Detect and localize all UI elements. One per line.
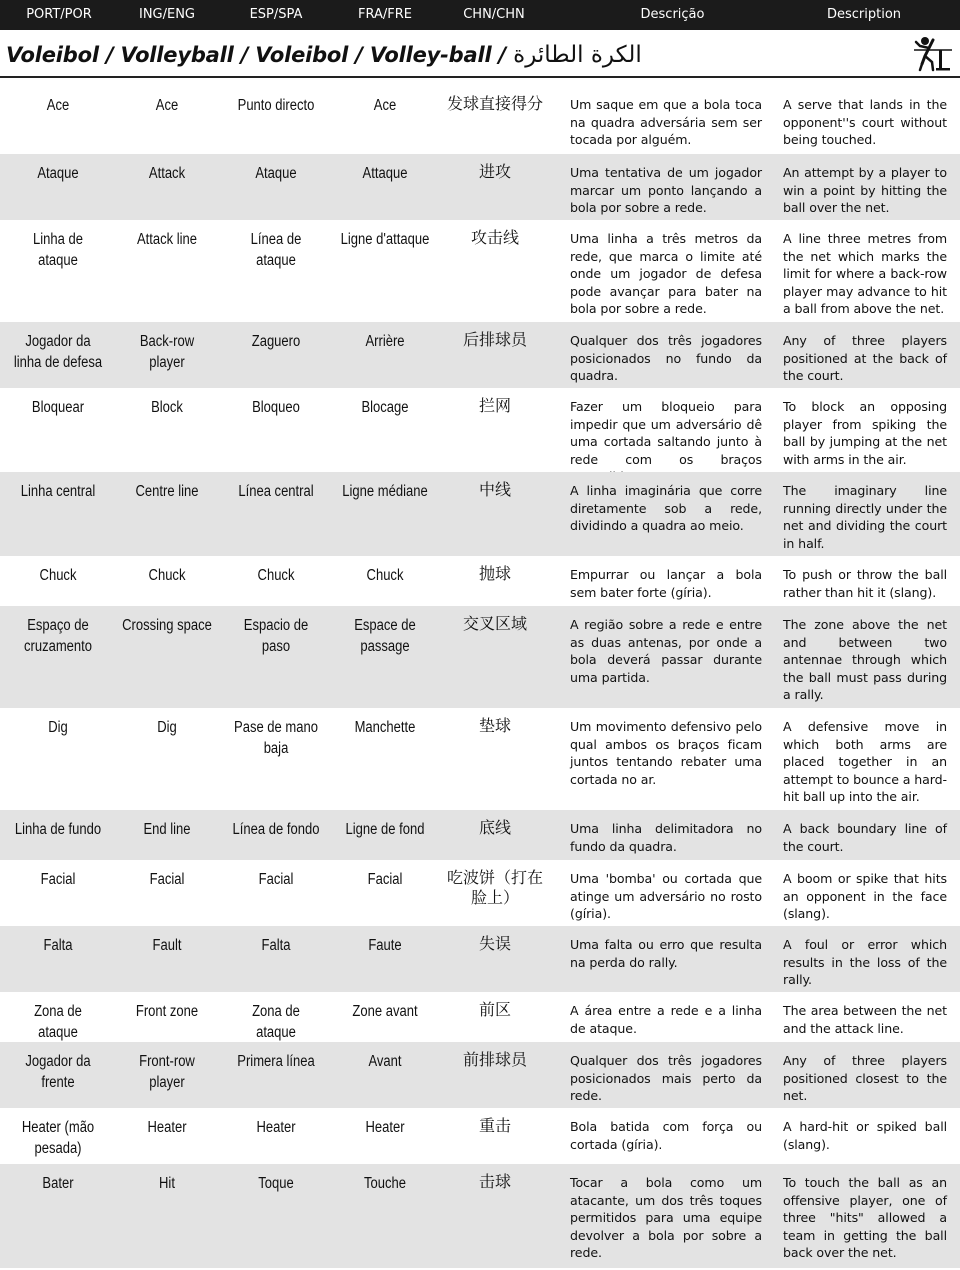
- term-chn: 底线: [478, 818, 511, 837]
- term-por: Linha de fundo: [14, 821, 102, 838]
- term-por: Ace: [46, 97, 70, 114]
- term-por: Bater: [42, 1175, 74, 1192]
- term-spa: Línea de fondo: [232, 821, 320, 838]
- term-eng: Heater: [147, 1119, 187, 1136]
- description-pt: Um saque em que a bola toca na quadra adversária sem ser tocada por alguém.: [570, 97, 762, 148]
- term-eng: Facial: [149, 871, 185, 888]
- column-header-descricao: Descrição: [640, 7, 705, 22]
- column-header-description: Description: [826, 7, 902, 22]
- term-chn: 前区: [478, 1000, 511, 1019]
- term-fra: Avant: [368, 1053, 402, 1070]
- term-por: Linha de ataque: [33, 231, 83, 269]
- table-row: [0, 154, 960, 220]
- table-row: [0, 926, 960, 992]
- term-eng: Back-row player: [139, 333, 195, 371]
- description-en: Any of three players positioned closest to the net.: [783, 1053, 947, 1104]
- table-row: [0, 810, 960, 860]
- term-chn: 中线: [478, 480, 511, 499]
- term-eng: Ace: [155, 97, 179, 114]
- table-row: [0, 322, 960, 388]
- description-pt: Uma tentativa de um jogador marcar um ponto lançando a bola por sobre a rede.: [570, 165, 762, 216]
- term-fra: Ligne d'attaque: [340, 231, 430, 248]
- column-header-eng: ING/ENG: [138, 7, 196, 22]
- description-pt: Bola batida com força ou cortada (gíria).: [570, 1119, 762, 1152]
- term-eng: End line: [143, 821, 191, 838]
- term-por: Bloquear: [31, 399, 85, 416]
- term-spa: Toque: [258, 1175, 294, 1192]
- term-spa: Falta: [261, 937, 291, 954]
- column-header-por: PORT/POR: [26, 7, 92, 22]
- term-eng: Dig: [157, 719, 177, 736]
- term-por: Falta: [43, 937, 73, 954]
- term-fra: Espace de passage: [354, 617, 416, 655]
- description-pt: Uma falta ou erro que resulta na perda do rally.: [570, 937, 762, 970]
- table-row: [0, 472, 960, 556]
- term-por: Espaço de cruzamento: [23, 617, 93, 655]
- description-pt: Tocar a bola como um atacante, um dos três toques permitidos para uma equipe devolver a bola por sobre a rede.: [570, 1175, 762, 1261]
- term-fra: Ligne médiane: [342, 483, 428, 500]
- description-en: A serve that lands in the opponent''s court without being touched.: [783, 97, 947, 148]
- term-chn: 攻击线: [470, 228, 519, 247]
- term-fra: Ace: [373, 97, 397, 114]
- term-fra: Facial: [367, 871, 403, 888]
- description-pt: Qualquer dos três jogadores posicionados mais perto da rede.: [570, 1053, 762, 1104]
- term-fra: Touche: [364, 1175, 406, 1192]
- description-en: To touch the ball as an offensive player, one of three "hits" allowed a team in getting the ball back over the net.: [783, 1175, 947, 1261]
- column-header-spa: ESP/SPA: [249, 7, 303, 22]
- section-title-text: Voleibol / Volleyball / Voleibol / Volley-ball /: [6, 43, 507, 67]
- column-header-chn: CHN/CHN: [463, 7, 525, 22]
- term-por: Chuck: [39, 567, 77, 584]
- volleyball-player-icon: [912, 36, 954, 72]
- table-row: [0, 606, 960, 708]
- term-eng: Attack line: [136, 231, 198, 248]
- term-por: Zona de ataque: [34, 1003, 82, 1041]
- term-spa: Primera línea: [237, 1053, 315, 1070]
- description-en: To push or throw the ball rather than hit it (slang).: [783, 567, 947, 600]
- section-title-arabic: الكرة الطائرة: [513, 42, 642, 68]
- term-chn: 击球: [478, 1172, 511, 1191]
- table-row: [0, 388, 960, 472]
- term-spa: Línea de ataque: [250, 231, 302, 269]
- term-eng: Crossing space: [122, 617, 212, 634]
- table-row: [0, 708, 960, 810]
- term-spa: Pase de mano baja: [234, 719, 318, 757]
- description-pt: Empurrar ou lançar a bola sem bater forte (gíria).: [570, 567, 762, 600]
- section-title: [6, 42, 642, 68]
- term-chn: 吃波饼（打在脸上）: [446, 868, 543, 907]
- description-pt: Uma linha delimitadora no fundo da quadra.: [570, 821, 762, 854]
- description-en: A hard-hit or spiked ball (slang).: [783, 1119, 947, 1152]
- term-spa: Punto directo: [237, 97, 315, 114]
- table-row: [0, 992, 960, 1042]
- description-pt: Qualquer dos três jogadores posicionados no fundo da quadra.: [570, 333, 762, 384]
- table-row: [0, 556, 960, 606]
- term-fra: Manchette: [354, 719, 416, 736]
- description-en: A defensive move in which both arms are placed together in an attempt to bounce a hard-hit ball up into the air.: [783, 719, 947, 805]
- term-spa: Heater: [256, 1119, 296, 1136]
- term-eng: Front-row player: [139, 1053, 195, 1091]
- table-row: [0, 1108, 960, 1164]
- description-pt: A linha imaginária que corre diretamente sob a rede, dividindo a quadra ao meio.: [570, 483, 762, 534]
- term-fra: Attaque: [362, 165, 408, 182]
- term-chn: 拦网: [478, 396, 511, 415]
- term-spa: Espacio de paso: [243, 617, 309, 655]
- description-en: The zone above the net and between two antennae through which the ball must pass during a rally.: [783, 617, 947, 703]
- description-pt: Uma 'bomba' ou cortada que atinge um adversário no rosto (gíria).: [570, 871, 762, 922]
- term-por: Ataque: [37, 165, 79, 182]
- table-row: [0, 1042, 960, 1108]
- description-pt: Fazer um bloqueio para impedir que um adversário dê uma cortada saltando junto à rede com os braços: [570, 399, 762, 467]
- term-chn: 发球直接得分: [446, 94, 543, 113]
- term-fra: Heater: [365, 1119, 405, 1136]
- term-eng: Front zone: [135, 1003, 199, 1020]
- table-row: [0, 1164, 960, 1268]
- term-eng: Hit: [159, 1175, 175, 1192]
- term-spa: Bloqueo: [252, 399, 300, 416]
- term-fra: Zone avant: [352, 1003, 418, 1020]
- term-chn: 重击: [478, 1116, 511, 1135]
- term-chn: 失误: [478, 934, 511, 953]
- term-fra: Chuck: [366, 567, 404, 584]
- description-en: The area between the net and the attack line.: [783, 1003, 947, 1036]
- term-por: Linha central: [20, 483, 96, 500]
- table-row: [0, 860, 960, 926]
- description-en: An attempt by a player to win a point by hitting the ball over the net.: [783, 165, 947, 216]
- term-spa: Ataque: [255, 165, 297, 182]
- section-title-row: [0, 34, 960, 78]
- term-por: Jogador da linha de defesa: [13, 333, 103, 371]
- term-spa: Zaguero: [251, 333, 301, 350]
- description-en: To block an opposing player from spiking the ball by jumping at the net with arms in the air.: [783, 399, 947, 467]
- term-chn: 抛球: [478, 564, 511, 583]
- term-spa: Facial: [258, 871, 294, 888]
- description-en: A foul or error which results in the loss of the rally.: [783, 937, 947, 988]
- description-pt: A área entre a rede e a linha de ataque.: [570, 1003, 762, 1036]
- description-pt: Uma linha a três metros da rede, que marca o limite até onde um jogador de defesa pode avançar para bater na bola por sobre a rede.: [570, 231, 762, 317]
- term-fra: Arrière: [365, 333, 405, 350]
- term-fra: Ligne de fond: [345, 821, 425, 838]
- term-eng: Centre line: [135, 483, 199, 500]
- term-eng: Attack: [148, 165, 186, 182]
- term-spa: Chuck: [257, 567, 295, 584]
- column-header-bar: [0, 0, 960, 30]
- term-por: Dig: [48, 719, 68, 736]
- table-row: [0, 86, 960, 154]
- term-eng: Chuck: [148, 567, 186, 584]
- term-chn: 垫球: [478, 716, 511, 735]
- table-row: [0, 220, 960, 322]
- term-por: Facial: [40, 871, 76, 888]
- term-chn: 前排球员: [462, 1050, 527, 1069]
- description-en: Any of three players positioned at the back of the court.: [783, 333, 947, 384]
- term-por: Jogador da frente: [25, 1053, 91, 1091]
- term-chn: 后排球员: [462, 330, 527, 349]
- description-pt: A região sobre a rede e entre as duas antenas, por onde a bola deverá passar durante uma partida.: [570, 617, 762, 685]
- term-spa: Línea central: [238, 483, 314, 500]
- term-chn: 交叉区域: [462, 614, 527, 633]
- term-chn: 进攻: [478, 162, 511, 181]
- description-en: A line three metres from the net which marks the limit for where a back-row player may advance to hit a ball from above the net.: [783, 231, 947, 317]
- term-eng: Fault: [152, 937, 182, 954]
- description-en: The imaginary line running directly under the net and dividing the court in half.: [783, 483, 947, 551]
- term-por: Heater (mão pesada): [21, 1119, 95, 1157]
- description-en: A boom or spike that hits an opponent in the face (slang).: [783, 871, 947, 922]
- column-header-fra: FRA/FRE: [358, 7, 412, 22]
- description-pt: Um movimento defensivo pelo qual ambos os braços ficam juntos tentando rebater uma cortada no ar.: [570, 719, 762, 787]
- term-fra: Blocage: [361, 399, 409, 416]
- term-fra: Faute: [368, 937, 402, 954]
- term-spa: Zona de ataque: [252, 1003, 300, 1041]
- description-en: A back boundary line of the court.: [783, 821, 947, 854]
- term-eng: Block: [151, 399, 183, 416]
